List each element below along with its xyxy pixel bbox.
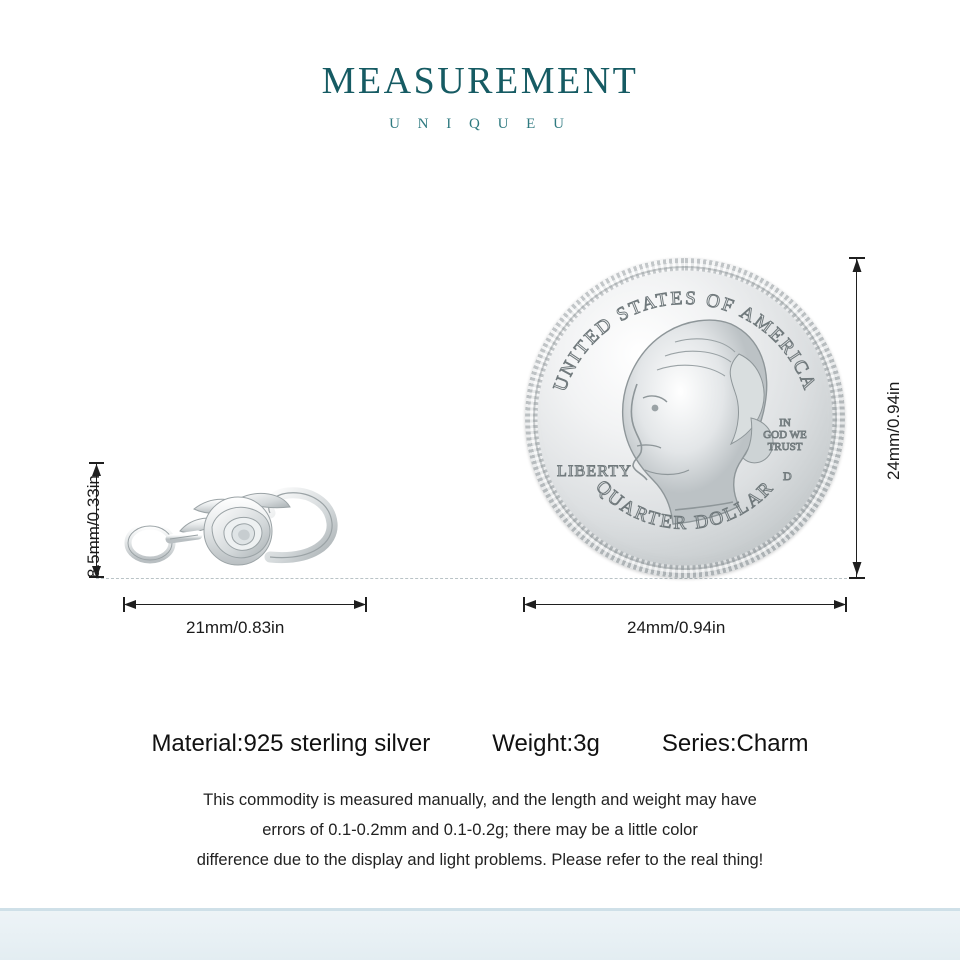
- coin-height-arrows: [849, 257, 865, 579]
- disclaimer-line-3: difference due to the display and light problems. Please refer to the real thing!: [196, 851, 764, 869]
- product-height-label: 8.5mm/0.33in: [84, 475, 103, 578]
- product-width-arrows: [120, 597, 370, 612]
- coin-bottom-legend: QUARTER DOLLAR: [591, 476, 779, 535]
- coin-mintmark: D: [783, 469, 792, 483]
- quarter-coin: [525, 258, 845, 578]
- header: [0, 62, 960, 133]
- product-width-label: 21mm/0.83in: [186, 618, 285, 637]
- coin-motto-2: GOD WE: [763, 429, 807, 441]
- product-image: [120, 465, 380, 577]
- coin-width-arrows: [520, 597, 850, 612]
- coin-height-label: 24mm/0.94in: [884, 381, 903, 480]
- coin-motto-1: IN: [779, 417, 791, 429]
- footer-band: [0, 908, 960, 960]
- baseline-guide: [96, 578, 852, 579]
- spec-series: Series:Charm: [661, 730, 809, 757]
- disclaimer: [0, 785, 960, 875]
- disclaimer-line-1: This commodity is measured manually, and the length and weight may have: [203, 791, 757, 809]
- coin-motto-3: TRUST: [767, 441, 803, 453]
- coin-liberty: LIBERTY: [557, 463, 632, 480]
- spec-material: Material:925 sterling silver: [151, 730, 431, 757]
- coin-width-label: 24mm/0.94in: [627, 618, 726, 637]
- spec-weight: Weight:3g: [492, 730, 600, 757]
- footer-stripe: [0, 908, 960, 911]
- coin-top-legend: UNITED STATES OF AMERICA: [549, 287, 821, 395]
- coin-engraving: [525, 258, 845, 578]
- page-title: MEASUREMENT: [321, 60, 639, 102]
- spec-row: [0, 730, 960, 758]
- charm-illustration: [120, 465, 380, 577]
- brand-subtitle: U N I Q U E U: [389, 116, 571, 132]
- disclaimer-line-2: errors of 0.1-0.2mm and 0.1-0.2g; there may be a little color: [262, 821, 698, 839]
